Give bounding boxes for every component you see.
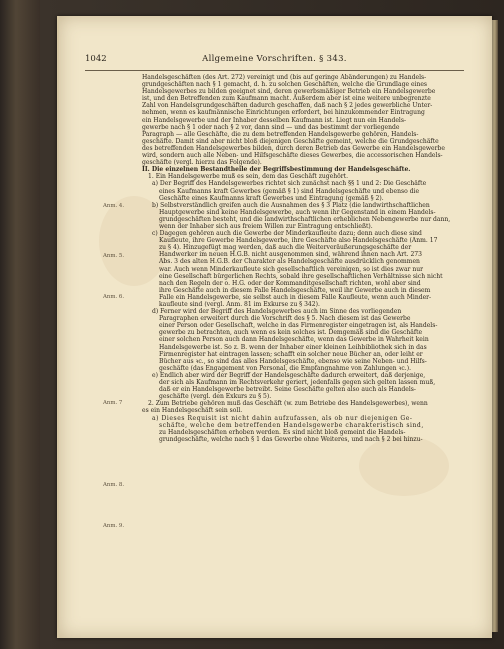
text-line: a) Dieses Requisit ist nicht dahin aufzufassen, als ob nur diejenigen Ge- bbox=[152, 414, 413, 422]
text-line: Kaufleute, ihre Gewerbe Handelsgewerbe, ihre Geschäfte also Handelsgeschäfte (Anm. 17 bbox=[159, 237, 438, 245]
text-line: Handelsgeschäften (des Art. 272) vereinigt und (bis auf geringe Abänderungen) zu Handels- bbox=[142, 74, 427, 81]
text-line: gewerbe nach § 1 oder nach § 2 vor, dann sind — und das bestimmt der vorliegende bbox=[142, 123, 400, 131]
text-line: war. Auch wenn Minderkaufleute sich gesellschaftlich vereinigen, so ist dies zwar nur bbox=[159, 265, 424, 273]
text-line: e) Endlich aber wird der Begriff der Handelsgeschäfte dadurch erweitert, daß derjenige, bbox=[152, 371, 426, 379]
text-line: Zahl von Handelsgrundgeschäften dadurch geschaffen, daß nach § 2 jedes gewerbliche Unter- bbox=[142, 102, 433, 110]
text-line: daß er ein Handelsgewerbe betreibt. Seine Geschäfte gelten also auch als Handels- bbox=[159, 386, 416, 394]
text-line: ist, und den Betreffenden zum Kaufmann macht. Außerdem aber ist eine weitere unbegrenzte bbox=[142, 95, 431, 103]
text-line: b) Selbstverständlich greifen auch die Ausnahmen des § 3 Platz (die landwirthschaftlichen bbox=[152, 201, 430, 209]
text-line: eines Kaufmanns kraft Gewerbes (gemäß § 1) sind Handelsgeschäfte und ebenso die bbox=[159, 187, 420, 195]
text-line: nehmen, wenn es kaufmännische Einrichtungen erfordert, bei hinzukommender Eintragung bbox=[142, 109, 425, 117]
text-line: Firmenregister hat eintragen lassen; schafft ein solcher neue Bücher an, oder leiht er bbox=[159, 350, 423, 358]
text-line: Handelsgewerbe ist. So z. B. wenn der Inhaber einer kleinen Leihbibliothek sich in das bbox=[159, 343, 427, 351]
text-line: Bücher aus ꝛc., so sind das alles Handelsgeschäfte, ebenso wie seine Neben- und Hilfs- bbox=[159, 357, 427, 365]
text-line: grundgeschäften besteht, und die landwirthschaftlichen erheblichen Nebengewerbe nur dann, bbox=[159, 215, 451, 223]
text-line: geschäfte (vergl. den Exkurs zu § 5). bbox=[159, 393, 272, 401]
text-line: der sich als Kaufmann im Rechtsverkehr geriert, jedenfalls gegen sich gelten lassen muß, bbox=[159, 379, 436, 387]
text-line: Hauptgewerbe sind keine Handelsgewerbe, auch wenn ihr Gegenstand in einem Handels- bbox=[159, 208, 436, 216]
text-line: kaufleute sind (vergl. Anm. 81 im Exkurse zu § 342). bbox=[159, 301, 320, 308]
margin-note: Anm. 6. bbox=[103, 294, 125, 300]
text-line: wenn der Inhaber sich aus freiem Willen zur Eintragung entschließt). bbox=[159, 222, 373, 230]
text-line: grundgeschäften nach § 1 gemacht, d. h. zu solchen Geschäften, welche die Grundlage eines bbox=[142, 81, 428, 89]
text-line: es ein Handelsgeschäft sein soll. bbox=[142, 407, 243, 415]
text-line: geschäfte (vergl. hierzu das Folgende). bbox=[142, 159, 262, 167]
text-line: Abs. 3 des alten H.G.B. der Charakter als Handelsgeschäfte ausdrücklich genommen bbox=[159, 258, 420, 266]
subsection-heading: 1. Ein Handelsgewerbe muß es sein, dem das Geschäft zugehört. bbox=[148, 173, 349, 181]
text-line: Paragraph — alle Geschäfte, die zu dem betreffenden Handelsgewerbe gehören, Handels- bbox=[142, 130, 419, 138]
page-number: 1042 bbox=[85, 54, 107, 64]
running-title: Allgemeine Vorschriften. § 343. bbox=[202, 54, 347, 64]
text-line: zu Handelsgeschäften erhoben werden. Es sind nicht bloß gemeint die Handels- bbox=[159, 428, 406, 436]
book-binding bbox=[0, 0, 40, 649]
margin-note: Anm. 9. bbox=[103, 523, 125, 529]
margin-note: Anm. 5. bbox=[103, 253, 125, 259]
text-line: Falle ein Handelsgewerbe, sie selbst auch in diesem Falle Kaufleute, wenn auch Minder- bbox=[159, 293, 432, 301]
running-header bbox=[85, 54, 464, 66]
text-line: d) Ferner wird der Begriff des Handelsgewerbes auch im Sinne des vorliegenden bbox=[152, 308, 402, 316]
text-line: des betreffenden Handelsgewerbes bilden, durch deren Betrieb das Gewerbe ein Handelsgewerbe bbox=[142, 144, 445, 152]
body-text bbox=[142, 74, 462, 443]
margin-note: Anm. 7 bbox=[103, 400, 123, 406]
text-line: eine Gesellschaft bürgerlichen Rechts, sobald ihre gesellschaftlichen Verhältnisse sich nicht bbox=[159, 272, 443, 280]
text-line: grundgeschäfte, welche nach § 1 das Gewerbe ohne Weiteres, und nach § 2 bei hinzu- bbox=[159, 435, 423, 443]
margin-note: Anm. 4. bbox=[103, 203, 125, 209]
text-line: ihre Geschäfte auch in diesem Falle Handelsgeschäfte, weil ihr Gewerbe auch in diesem bbox=[159, 286, 431, 294]
text-line: Geschäfte eines Kaufmanns kraft Gewerbes und Eintragung (gemäß § 2). bbox=[159, 194, 384, 202]
header-rule bbox=[85, 70, 464, 71]
text-line: einer solchen Person auch dann Handelsgeschäfte, wenn das Gewerbe in Wahrheit kein bbox=[159, 336, 429, 344]
section-heading: II. Die einzelnen Bestandtheile der Begriffsbestimmung der Handelsgeschäfte. bbox=[142, 166, 411, 174]
text-line: wird, sondern auch alle Neben- und Hilfsgeschäfte dieses Gewerbes, die accessorischen Handels- bbox=[142, 152, 443, 160]
text-line: c) Dagegen gehören auch die Gewerbe der Minderkaufleute dazu; denn auch diese sind bbox=[152, 230, 422, 238]
text-line: gewerbe zu betrachten, auch wenn es kein solches ist. Demgemäß sind die Geschäfte bbox=[159, 329, 423, 337]
text-line: Paragraphen erweitert durch die Vorschrift des § 5. Nach diesem ist das Gewerbe bbox=[159, 315, 411, 323]
subsection-heading: 2. Zum Betriebe gehören muß das Geschäft (w. zum Betriebe des Handelsgewerbes), wenn bbox=[148, 400, 428, 408]
text-line: geschäfte (das Engagement von Personal, die Empfangnahme von Zahlungen ꝛc.). bbox=[159, 364, 412, 372]
text-line: a) Der Begriff des Handelsgewerbes richtet sich zunächst nach §§ 1 und 2: Die Geschäfte bbox=[152, 180, 427, 188]
text-line: Handelsgewerbes zu bilden geeignet sind, deren gewerbsmäßiger Betrieb ein Handelsgewerbe bbox=[142, 88, 436, 96]
text-line: geschäfte. Damit sind aber nicht bloß diejenigen Geschäfte gemeint, welche die Grundgeschäfte bbox=[142, 137, 439, 145]
text-line: schäfte, welche dem betreffenden Handelsgewerbe charakteristisch sind, bbox=[159, 421, 424, 429]
text-line: Handwerker im neuen H.G.B. nicht ausgenommen sind, während ihnen nach Art. 273 bbox=[159, 251, 423, 259]
text-line: einer Person oder Gesellschaft, welche in das Firmenregister eingetragen ist, als Handels- bbox=[159, 322, 438, 330]
text-line: zu § 4). Hinzugefügt mag werden, daß auch die Weiterveräußerungsgeschäfte der bbox=[159, 244, 412, 252]
text-line: ein Handelsgewerbe und der Inhaber desselben Kaufmann ist. Liegt nun ein Handels- bbox=[142, 116, 406, 124]
margin-note: Anm. 8. bbox=[103, 482, 125, 488]
text-line: nach den Regeln der o. H.G. oder der Kommanditgesellschaft richten, wohl aber sind bbox=[159, 279, 421, 287]
